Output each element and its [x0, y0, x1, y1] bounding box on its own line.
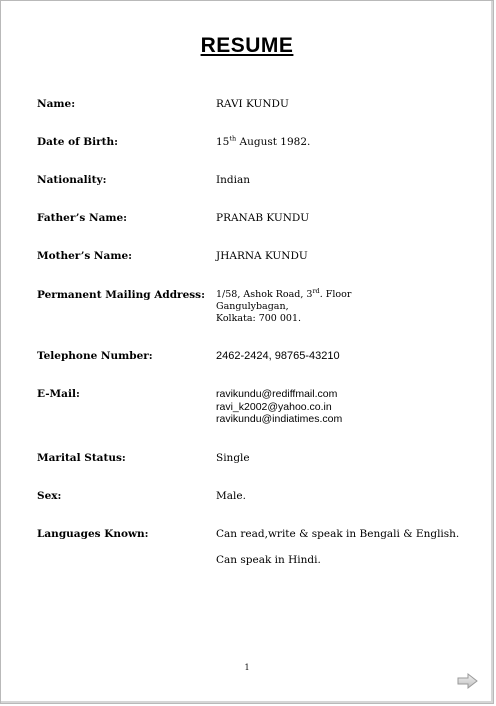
- address-line-1-sup: rd: [312, 286, 320, 295]
- email-values: [216, 388, 486, 426]
- address-line-1: [216, 286, 486, 301]
- dob-suffix: th: [229, 134, 237, 143]
- sex-value: Male.: [216, 490, 246, 502]
- email-label: E-Mail:: [37, 388, 80, 400]
- email-address[interactable]: ravikundu@indiatimes.com: [216, 413, 343, 425]
- email-address[interactable]: ravi_k2002@yahoo.co.in: [216, 400, 332, 413]
- address-line-1b: . Floor: [319, 289, 352, 300]
- nationality-value: Indian: [216, 174, 251, 186]
- languages-line-1: Can read,write & speak in Bengali & English.: [216, 528, 460, 540]
- languages-line-2: Can speak in Hindi.: [216, 553, 321, 566]
- address-label: Permanent Mailing Address:: [37, 289, 205, 301]
- name-value: RAVI KUNDU: [216, 98, 289, 110]
- father-value: PRANAB KUNDU: [216, 212, 310, 224]
- page-number: 1: [244, 663, 250, 672]
- nationality-label: Nationality:: [37, 174, 107, 186]
- dob-label: Date of Birth:: [37, 136, 119, 148]
- arrow-right-icon[interactable]: [457, 672, 479, 690]
- languages-label: Languages Known:: [37, 528, 149, 540]
- address-line-2: Gangulybagan,: [216, 301, 289, 312]
- dob-rest: August 1982.: [236, 136, 311, 148]
- father-label: Father’s Name:: [37, 212, 128, 224]
- dob-day: 15: [216, 136, 230, 148]
- arrow-right-icon-graphic: [457, 672, 479, 690]
- address-line-3: Kolkata: 700 001.: [216, 313, 302, 324]
- mother-label: Mother’s Name:: [37, 250, 132, 262]
- name-label: Name:: [37, 98, 76, 110]
- phone-value: 2462-2424, 98765-43210: [216, 350, 340, 362]
- mother-value: JHARNA KUNDU: [216, 250, 308, 262]
- page-title: RESUME: [200, 34, 294, 57]
- sex-label: Sex:: [37, 490, 62, 502]
- languages-value: [216, 528, 486, 566]
- email-address[interactable]: ravikundu@rediffmail.com: [216, 388, 338, 400]
- dob-value: [216, 136, 486, 149]
- marital-value: Single: [216, 452, 250, 464]
- address-value: [216, 286, 486, 325]
- phone-label: Telephone Number:: [37, 350, 153, 362]
- marital-label: Marital Status:: [37, 452, 126, 464]
- address-line-1a: 1/58, Ashok Road, 3: [216, 289, 313, 300]
